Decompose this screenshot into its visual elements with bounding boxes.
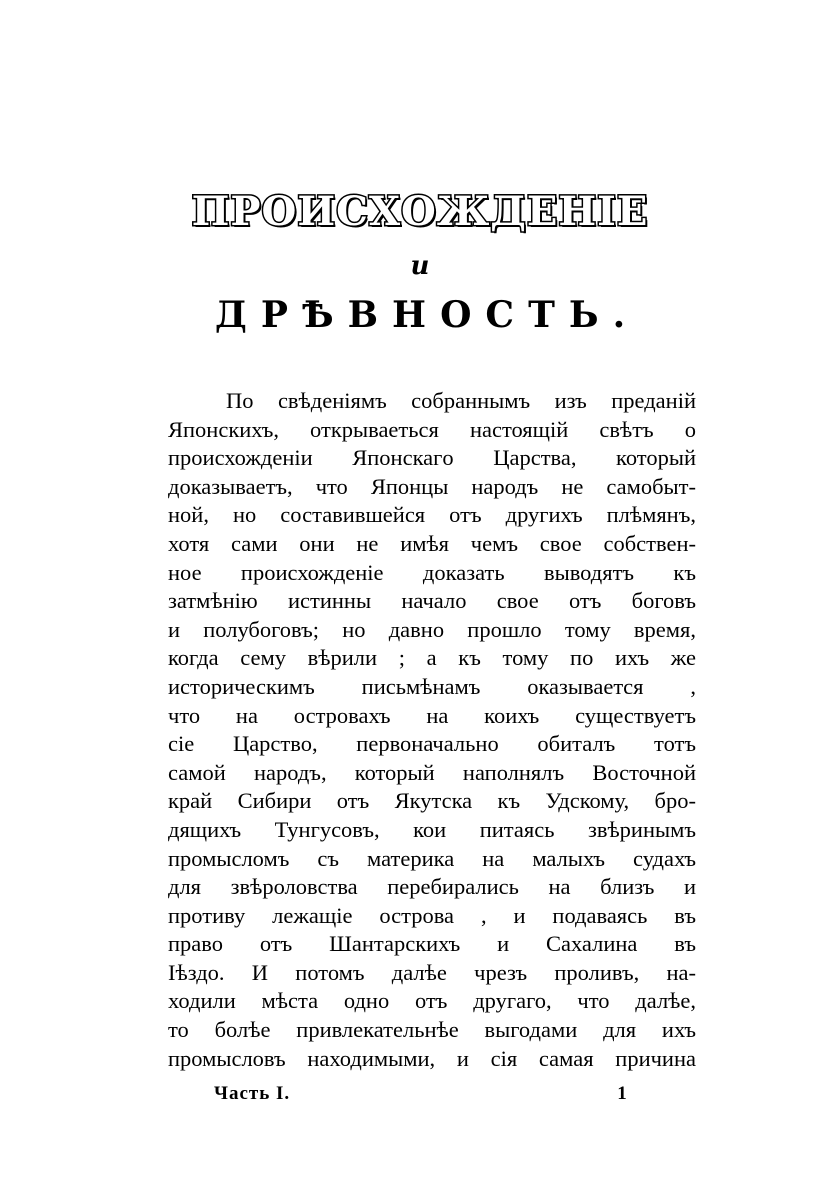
text-line: затмѣнiю истинны начало свое отъ боговъ <box>168 588 696 614</box>
text-line: Iѣздо. И потомъ далѣе чрезъ проливъ, на- <box>168 959 696 985</box>
text-line: хотя сами они не имѣя чемъ свое собствен- <box>168 530 696 556</box>
text-line: и полубоговъ; но давно прошло тому время, <box>168 616 696 642</box>
text-line: когда сему вѣрили ; а къ тому по ихъ же <box>168 645 696 671</box>
text-line: противу лежащiе острова , и подаваясь въ <box>168 902 696 928</box>
text-line: для звѣроловства перебирались на близъ и <box>168 874 696 900</box>
body-paragraph <box>168 387 696 1073</box>
text-line: Японскихъ, открываеться настоящiй свѣтъ о <box>168 416 696 442</box>
text-line: происхожденiи Японскагo Царства, который <box>168 445 696 471</box>
title-conjunction: и <box>410 251 430 281</box>
text-line: промысловъ находимыми, и сiя самая причина <box>168 1045 696 1071</box>
text-line: что на островахъ на коихъ существуетъ <box>168 702 696 728</box>
text-line: дящихъ Тунгусовъ, кои питаясь звѣринымъ <box>168 816 696 842</box>
chapter-subtitle: ДРѢВНОСТЬ. <box>214 294 640 336</box>
text-line: историческимъ письмѣнамъ оказываетcя , <box>168 673 696 699</box>
text-line: ное происхожденiе доказать выводятъ къ <box>168 559 696 585</box>
chapter-title: ПРОИСХОЖДЕНIЕ <box>191 188 649 235</box>
text-line: По свѣденiямъ собраннымъ изъ преданiй <box>226 388 696 413</box>
text-line: сiе Царство, первоначально обиталъ тотъ <box>168 731 696 757</box>
part-label: Часть I. <box>214 1083 291 1104</box>
text-line: то болѣе привлекательнѣе выгодами для ихъ <box>168 1017 696 1043</box>
page-number: 1 <box>617 1083 627 1104</box>
text-line: промысломъ съ материка на малыхъ судахъ <box>168 845 696 871</box>
text-line: край Сибири отъ Якутска къ Удскому, бро- <box>168 788 696 814</box>
text-line: ной, но составившейся отъ другихъ плѣмянъ, <box>168 502 696 528</box>
text-line: ходили мѣста одно отъ другаго, что далѣе, <box>168 988 696 1014</box>
text-line: самой народъ, который наполнялъ Восточной <box>168 759 696 785</box>
text-line: доказываетъ, что Японцы народъ не самобыт- <box>168 473 696 499</box>
text-line: право отъ Шантарскихъ и Сахалина въ <box>168 931 696 957</box>
